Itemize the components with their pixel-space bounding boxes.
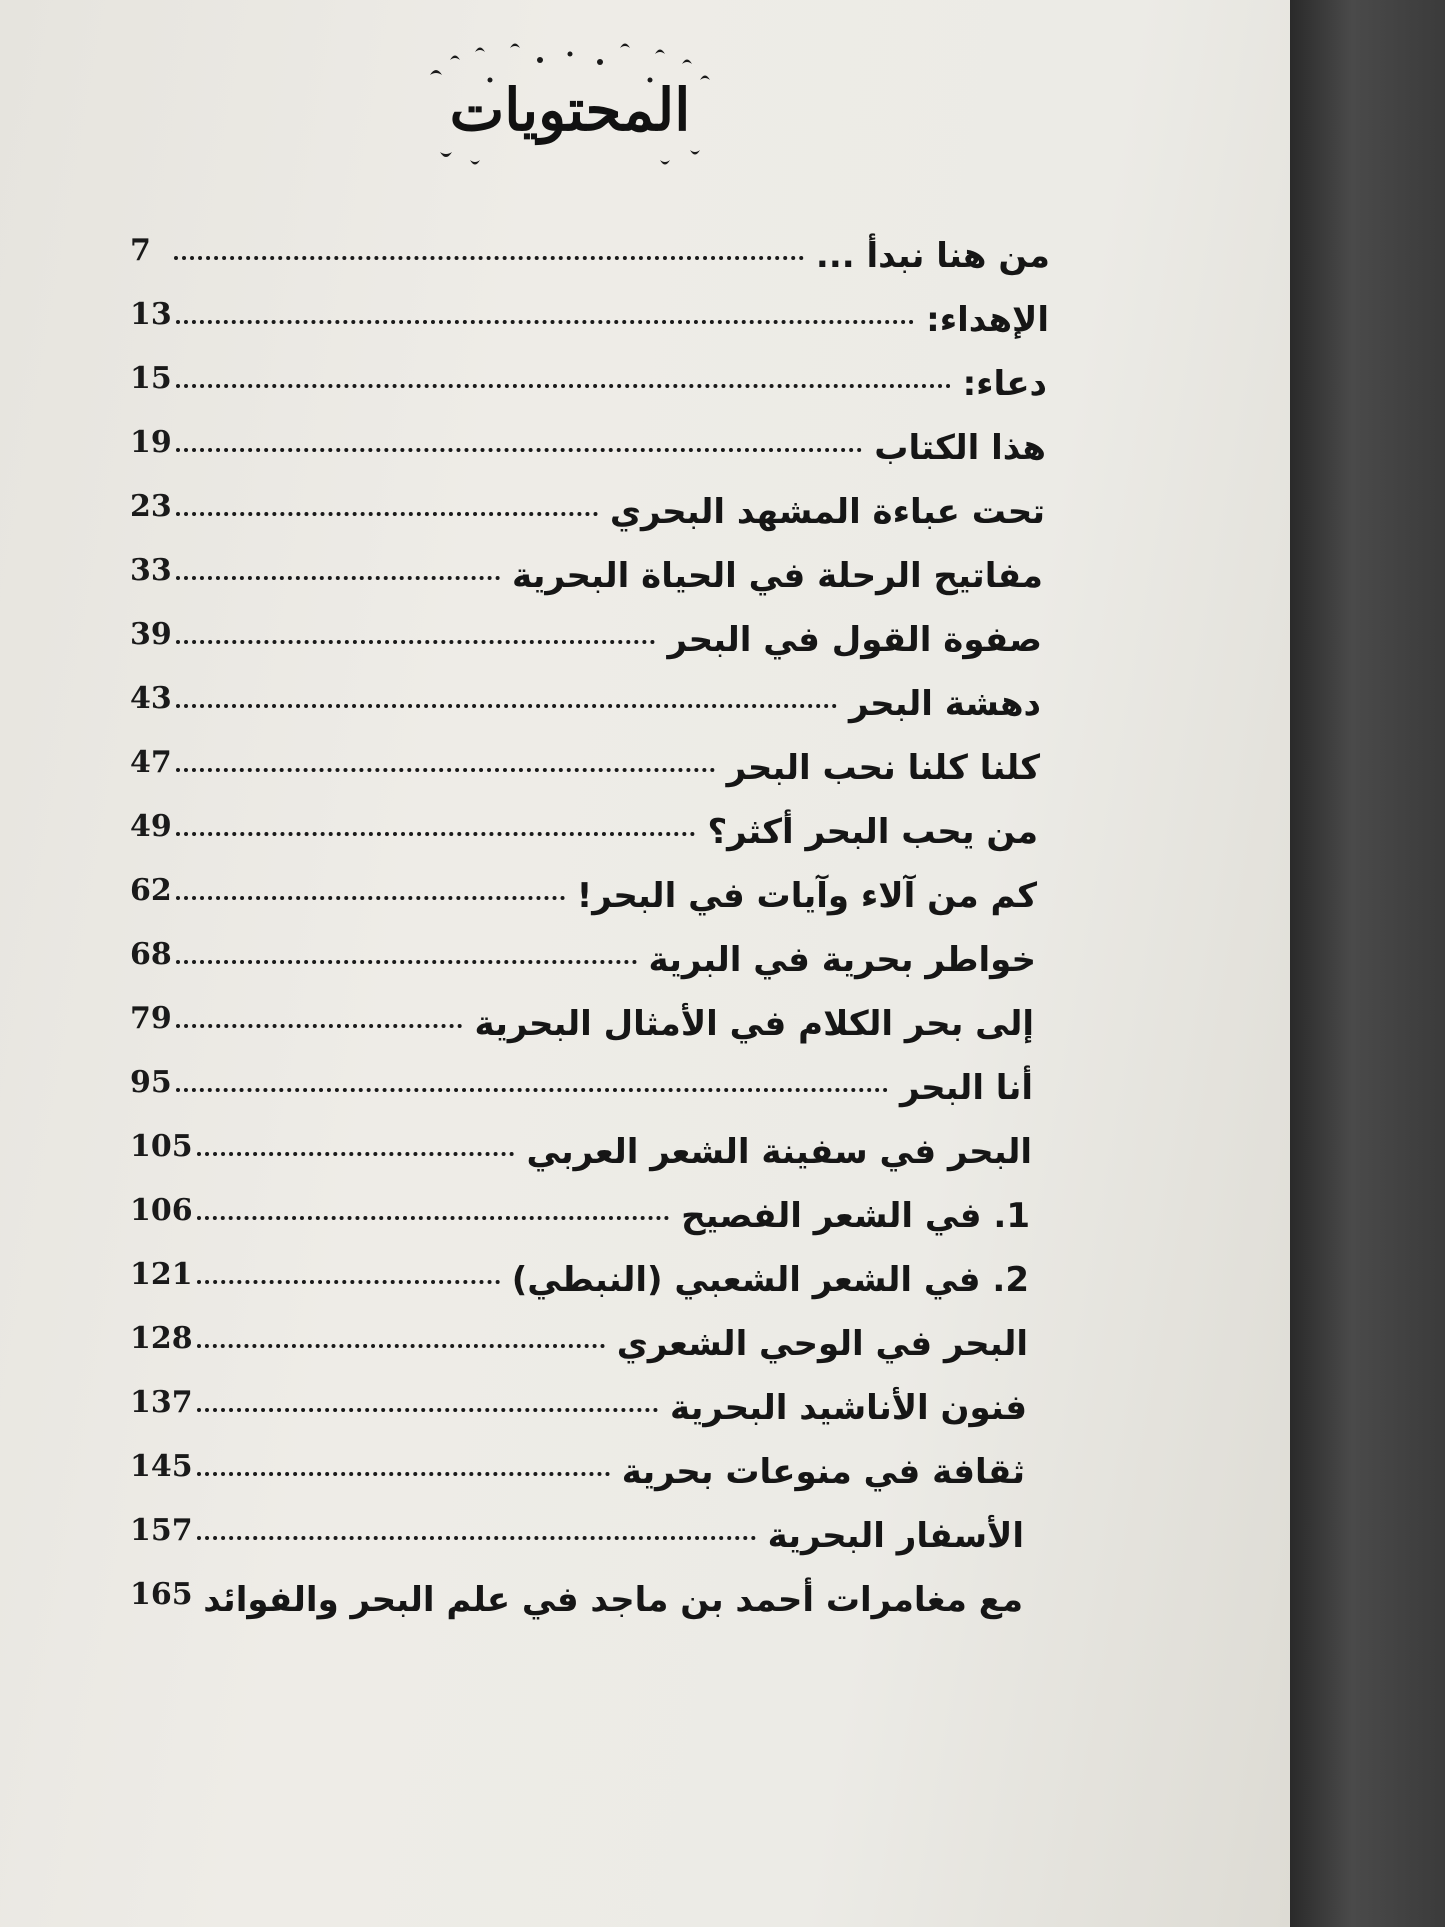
toc-entry bbox=[130, 216, 1050, 280]
toc-leader-dots bbox=[176, 384, 951, 388]
toc-entry bbox=[130, 280, 1050, 344]
toc-title: مفاتيح الرحلة في الحياة البحرية bbox=[511, 556, 1043, 596]
toc-leader-dots bbox=[197, 1216, 669, 1220]
toc-leader-dots bbox=[176, 704, 837, 708]
toc-page-number: 68 bbox=[130, 937, 172, 972]
toc-title: تحت عباءة المشهد البحري bbox=[609, 492, 1045, 532]
toc-entry bbox=[130, 1176, 1050, 1240]
toc-leader-dots bbox=[176, 640, 656, 644]
toc-leader-dots bbox=[176, 960, 637, 964]
toc-leader-dots bbox=[176, 576, 500, 580]
toc-title: أنا البحر bbox=[900, 1068, 1033, 1108]
toc-page-number: 121 bbox=[130, 1257, 193, 1292]
toc-page-number: 157 bbox=[130, 1513, 193, 1548]
toc-title: كم من آلاء وآيات في البحر! bbox=[576, 876, 1037, 916]
toc-page-number: 23 bbox=[130, 489, 172, 524]
toc-page-number: 43 bbox=[130, 681, 172, 716]
toc-leader-dots bbox=[174, 256, 804, 260]
toc-page-number: 79 bbox=[130, 1001, 172, 1036]
toc-entry bbox=[130, 1432, 1050, 1496]
toc-leader-dots bbox=[176, 320, 914, 324]
toc-title: 1. في الشعر الفصيح bbox=[681, 1196, 1030, 1236]
toc-leader-dots bbox=[176, 1088, 888, 1092]
toc-page-number: 105 bbox=[130, 1129, 193, 1164]
toc-leader-dots bbox=[176, 448, 863, 452]
toc-page-number: 106 bbox=[130, 1193, 193, 1228]
toc-entry bbox=[130, 1368, 1050, 1432]
toc-page-number: 39 bbox=[130, 617, 172, 652]
toc-leader-dots bbox=[176, 1024, 463, 1028]
toc-title: ثقافة في منوعات بحرية bbox=[621, 1452, 1025, 1492]
toc-entry bbox=[130, 856, 1050, 920]
toc-title: 2. في الشعر الشعبي (النبطي) bbox=[511, 1260, 1029, 1300]
toc-page-number: 165 bbox=[130, 1577, 193, 1612]
toc-title: الإهداء: bbox=[926, 300, 1049, 340]
toc-leader-dots bbox=[197, 1536, 756, 1540]
toc-leader-dots bbox=[197, 1472, 610, 1476]
toc-page-number: 62 bbox=[130, 873, 172, 908]
toc-entry bbox=[130, 984, 1050, 1048]
toc-entry bbox=[130, 792, 1050, 856]
toc-page-number: 7 bbox=[130, 233, 151, 268]
toc-leader-dots bbox=[176, 512, 598, 516]
calligraphy-ornament bbox=[420, 40, 720, 170]
toc-title: الأسفار البحرية bbox=[767, 1516, 1024, 1556]
toc-leader-dots bbox=[176, 896, 565, 900]
toc-page-number: 49 bbox=[130, 809, 172, 844]
toc-page-number: 128 bbox=[130, 1321, 193, 1356]
toc-entry bbox=[130, 920, 1050, 984]
toc-page-number: 13 bbox=[130, 297, 172, 332]
toc-title: من هنا نبدأ ... bbox=[815, 236, 1050, 276]
toc-page-number: 145 bbox=[130, 1449, 193, 1484]
toc-title: البحر في سفينة الشعر العربي bbox=[526, 1132, 1032, 1172]
toc-title: خواطر بحرية في البرية bbox=[648, 940, 1036, 980]
toc-entry bbox=[130, 536, 1050, 600]
toc-title: إلى بحر الكلام في الأمثال البحرية bbox=[474, 1004, 1034, 1044]
toc-title: مع مغامرات أحمد بن ماجد في علم البحر والفوائد bbox=[203, 1580, 1023, 1620]
toc-leader-dots bbox=[197, 1152, 515, 1156]
toc-entry bbox=[130, 664, 1050, 728]
toc-page-number: 33 bbox=[130, 553, 172, 588]
toc-page-number: 137 bbox=[130, 1385, 193, 1420]
toc-entry bbox=[130, 1496, 1050, 1560]
toc-leader-dots bbox=[197, 1280, 500, 1284]
toc-page-number: 15 bbox=[130, 361, 172, 396]
toc-title: فنون الأناشيد البحرية bbox=[670, 1388, 1027, 1428]
contents-heading-text: المحتويات bbox=[449, 76, 691, 144]
toc-leader-dots bbox=[197, 1408, 658, 1412]
toc-entry bbox=[130, 1560, 1050, 1624]
table-of-contents bbox=[130, 216, 1050, 1624]
toc-leader-dots bbox=[176, 768, 715, 772]
toc-entry bbox=[130, 408, 1050, 472]
toc-title: كلنا كلنا نحب البحر bbox=[726, 748, 1040, 788]
toc-entry bbox=[130, 344, 1050, 408]
toc-entry bbox=[130, 1048, 1050, 1112]
toc-page-number: 19 bbox=[130, 425, 172, 460]
book-gutter-shadow bbox=[1290, 0, 1445, 1927]
toc-entry bbox=[130, 1112, 1050, 1176]
toc-leader-dots bbox=[197, 1344, 605, 1348]
toc-leader-dots bbox=[176, 832, 696, 836]
toc-title: من يحب البحر أكثر؟ bbox=[707, 812, 1038, 852]
toc-entry bbox=[130, 1304, 1050, 1368]
toc-entry bbox=[130, 1240, 1050, 1304]
contents-heading bbox=[420, 40, 720, 170]
toc-title: البحر في الوحي الشعري bbox=[616, 1324, 1028, 1364]
toc-entry bbox=[130, 728, 1050, 792]
toc-entry bbox=[130, 472, 1050, 536]
toc-entry bbox=[130, 600, 1050, 664]
toc-title: دهشة البحر bbox=[848, 684, 1041, 724]
toc-title: دعاء: bbox=[962, 364, 1047, 404]
toc-title: صفوة القول في البحر bbox=[667, 620, 1042, 660]
toc-page-number: 47 bbox=[130, 745, 172, 780]
toc-page-number: 95 bbox=[130, 1065, 172, 1100]
toc-title: هذا الكتاب bbox=[874, 428, 1046, 468]
